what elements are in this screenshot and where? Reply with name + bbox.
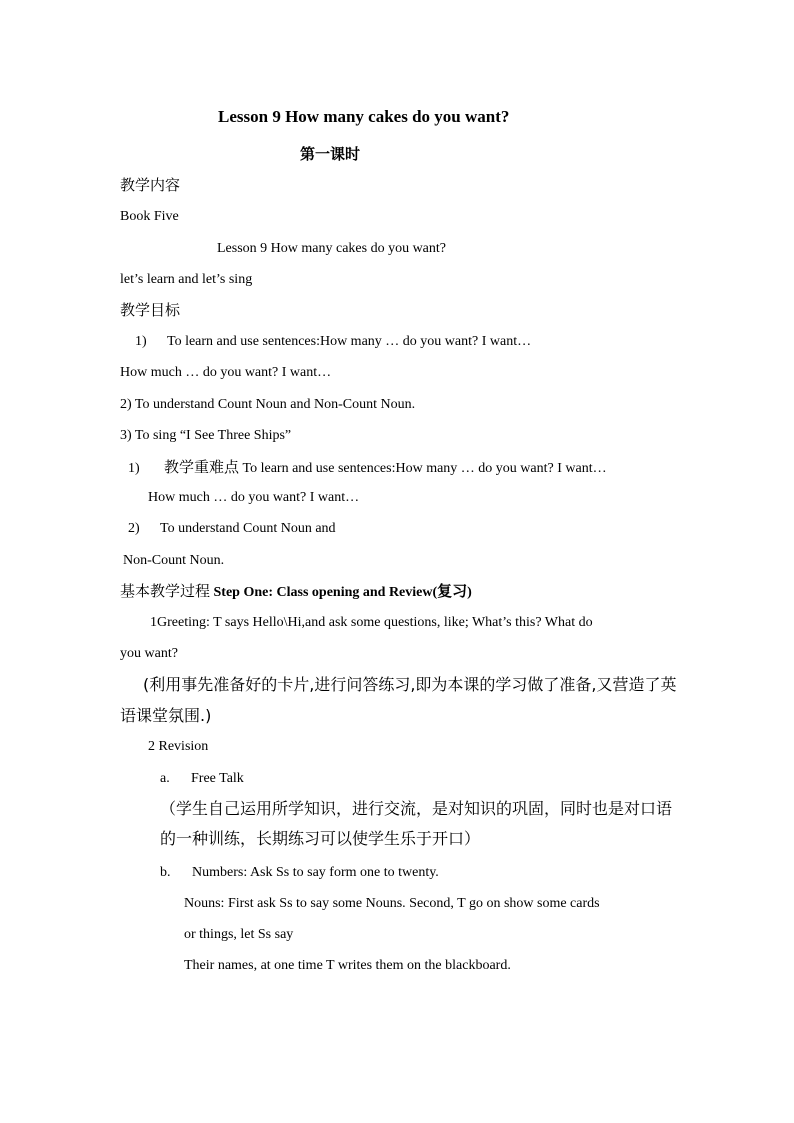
note-1: (利用事先准备好的卡片,进行问答练习,即为本课的学习做了准备,又营造了英 <box>143 675 677 694</box>
key-point-1-number: 1) <box>128 461 140 476</box>
objective-3: 3) To sing “I See Three Ships” <box>120 428 292 443</box>
process-label: 基本教学过程 <box>120 582 211 600</box>
page-subtitle: 第一课时 <box>300 147 361 163</box>
objective-2: 2) To understand Count Noun and Non-Count Noun. <box>120 397 416 412</box>
step-one-close: ) <box>467 585 472 600</box>
key-point-1-text: To learn and use sentences:How many … do you want? I want… <box>239 461 607 476</box>
item-b-text: Numbers: Ask Ss to say form one to twenty. <box>192 865 439 880</box>
note-2-continued: 的一种训练，长期练习可以使学生乐于开口） <box>160 829 481 848</box>
step-one-review-cn: 复习 <box>437 582 468 600</box>
item-b <box>160 864 439 882</box>
names-line: Their names, at one time T writes them on the blackboard. <box>184 958 511 973</box>
key-point-1-continued: How much … do you want? I want… <box>148 490 360 505</box>
key-point-2-continued: Non-Count Noun. <box>123 553 225 568</box>
lesson-line: Lesson 9 How many cakes do you want? <box>217 241 447 256</box>
greeting-line: 1Greeting: T says Hello\Hi,and ask some questions, like; What’s this? What do <box>150 615 593 630</box>
process-heading <box>120 582 472 602</box>
greeting-continued: you want? <box>120 646 178 661</box>
item-a-text: Free Talk <box>191 771 244 786</box>
item-a-label: a. <box>160 771 170 786</box>
key-points-label: 教学重难点 <box>164 458 240 476</box>
nouns-continued: or things, let Ss say <box>184 927 294 942</box>
nouns-line: Nouns: First ask Ss to say some Nouns. Second, T go on show some cards <box>184 896 600 911</box>
content-heading: 教学内容 <box>120 176 181 194</box>
book-line: Book Five <box>120 209 179 224</box>
item-a <box>160 770 244 788</box>
learn-line: let’s learn and let’s sing <box>120 272 253 287</box>
revision-line: 2 Revision <box>148 739 209 754</box>
objective-1 <box>135 333 531 351</box>
item-b-label: b. <box>160 865 171 880</box>
key-point-2 <box>128 520 336 538</box>
key-point-1 <box>128 458 607 478</box>
page-title: Lesson 9 How many cakes do you want? <box>218 107 510 126</box>
step-one-title: Step One: Class opening and Review( <box>210 585 438 600</box>
note-2: （学生自己运用所学知识，进行交流，是对知识的巩固，同时也是对口语 <box>160 799 673 818</box>
objectives-heading: 教学目标 <box>120 301 181 319</box>
note-1-continued: 语课堂氛围.) <box>120 706 212 725</box>
objective-1-continued: How much … do you want? I want… <box>120 365 332 380</box>
key-point-2-text: To understand Count Noun and <box>160 521 336 536</box>
key-point-2-number: 2) <box>128 521 140 536</box>
objective-1-text: To learn and use sentences:How many … do you want? I want… <box>167 334 532 349</box>
objective-1-number: 1) <box>135 334 147 349</box>
